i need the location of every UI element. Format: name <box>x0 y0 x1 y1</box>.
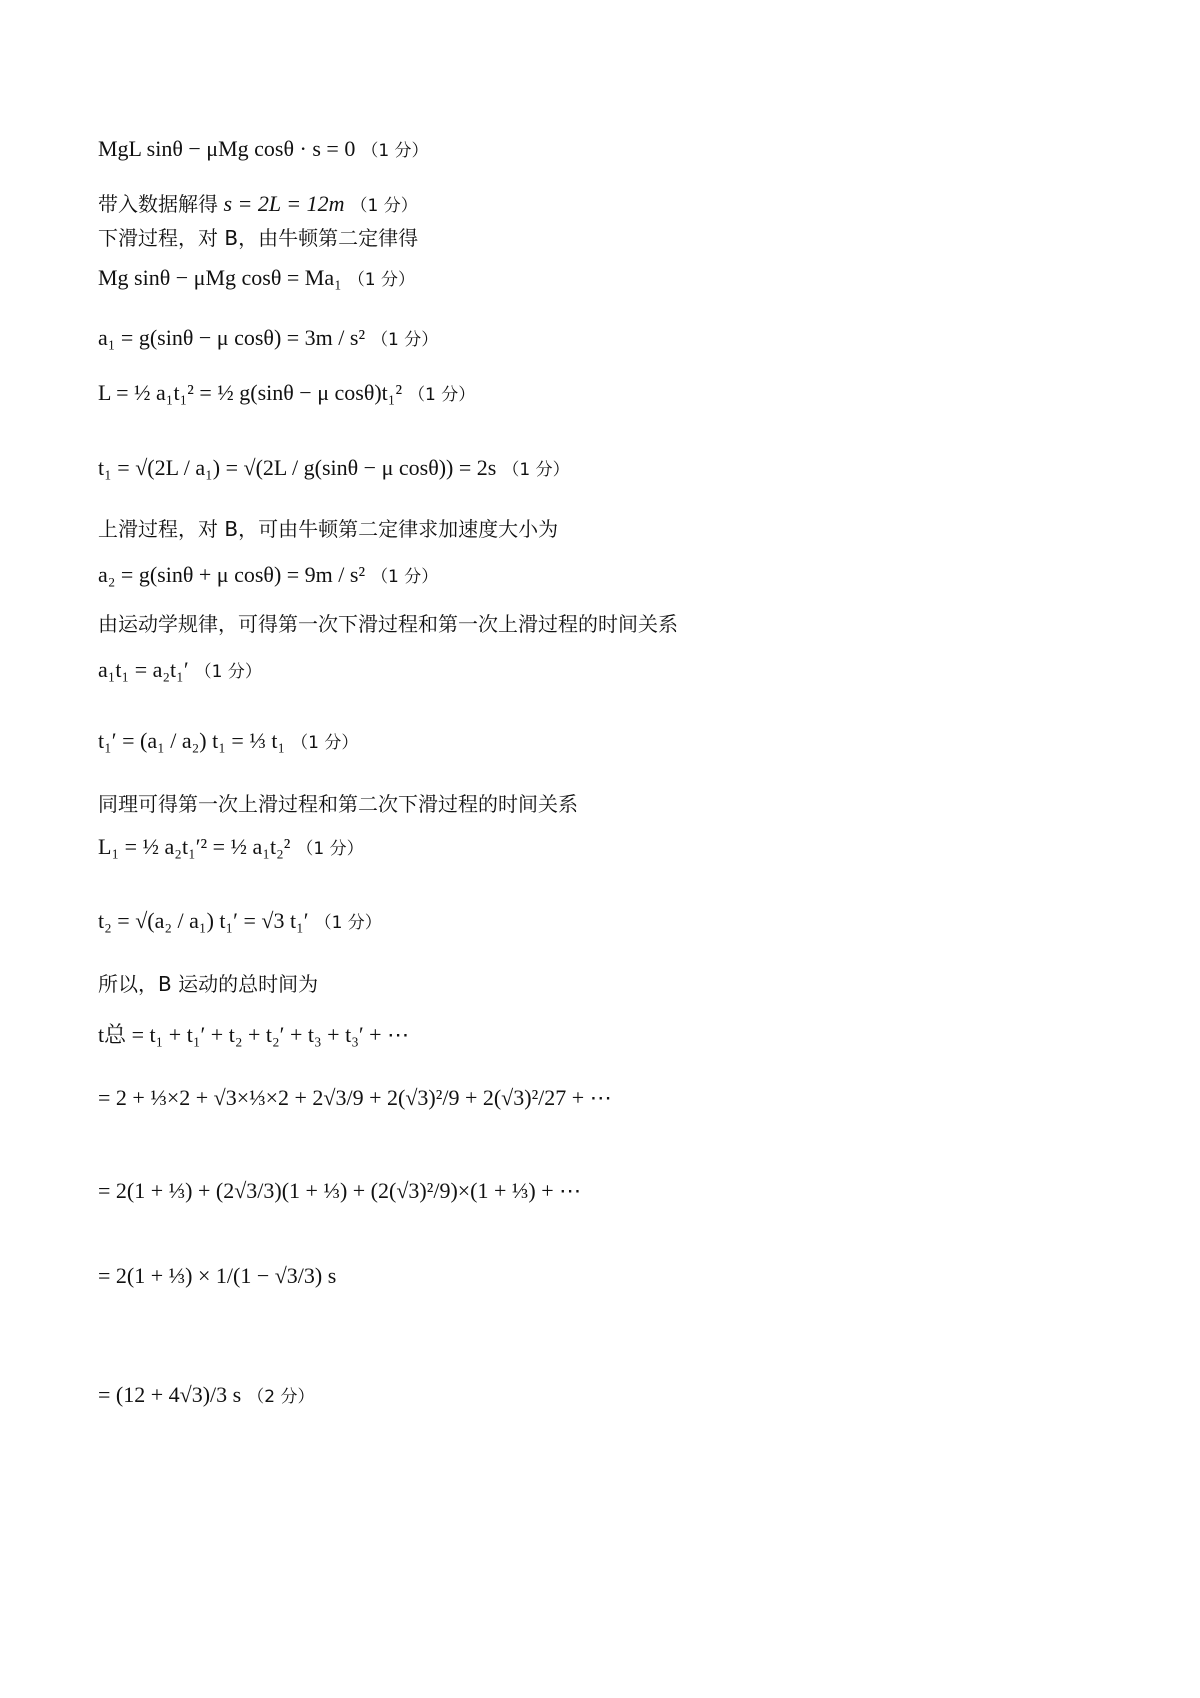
line-math: Mg sinθ − μMg cosθ = Ma₁ <box>98 265 342 290</box>
score: （1 分） <box>371 567 439 587</box>
line-math: = (12 + 4√3)/3 s <box>98 1382 242 1407</box>
line-math: = 2(1 + ⅓) × 1/(1 − √3/3) s <box>98 1263 337 1288</box>
eq-t2 <box>98 908 382 934</box>
score: （1 分） <box>502 460 570 480</box>
line-math: a₂ = g(sinθ + μ cosθ) = 9m / s² <box>98 562 366 587</box>
eq-t1 <box>98 455 570 481</box>
eq-energy <box>98 136 429 162</box>
line-math: = 2(1 + ⅓) + (2√3/3)(1 + ⅓) + (2(√3)²/9)×(1 + ⅓) + ⋯ <box>98 1178 582 1203</box>
score: （1 分） <box>314 913 382 933</box>
eq-L1 <box>98 834 364 860</box>
eq-result <box>98 1382 314 1408</box>
eq-distance <box>98 188 418 217</box>
eq-series-1 <box>98 1085 612 1111</box>
text-similarly: 同理可得第一次上滑过程和第二次下滑过程的时间关系 <box>98 792 578 816</box>
eq-a1 <box>98 325 438 351</box>
eq-newton-down <box>98 265 415 291</box>
text-downslide: 下滑过程，对 B，由牛顿第二定律得 <box>98 226 419 250</box>
eq-L <box>98 380 475 406</box>
text-total: 所以，B 运动的总时间为 <box>98 972 319 996</box>
score: （1 分） <box>296 839 364 859</box>
eq-t1prime <box>98 728 358 754</box>
score: （1 分） <box>408 385 476 405</box>
eq-a1t1 <box>98 657 262 683</box>
line-math: t₁′ = (a₁ / a₂) t₁ = ⅓ t₁ <box>98 728 286 753</box>
line-math: L₁ = ½ a₂t₁′² = ½ a₁t₂² <box>98 834 291 859</box>
eq-series-sum <box>98 1263 336 1289</box>
text-kinematics: 由运动学规律，可得第一次下滑过程和第一次上滑过程的时间关系 <box>98 612 678 636</box>
line-math: MgL sinθ − μMg cosθ · s = 0 <box>98 136 356 161</box>
line-math: s = 2L = 12m <box>223 191 345 216</box>
line-math: t总 = t₁ + t₁′ + t₂ + t₂′ + t₃ + t₃′ + ⋯ <box>98 1022 410 1047</box>
score: （2 分） <box>247 1387 315 1407</box>
line-math: a₁t₁ = a₂t₁′ <box>98 657 189 682</box>
eq-ttotal <box>98 1018 409 1049</box>
score: （1 分） <box>361 141 429 161</box>
eq-series-2 <box>98 1178 581 1204</box>
score: （1 分） <box>347 270 416 290</box>
line-math: t₂ = √(a₂ / a₁) t₁′ = √3 t₁′ <box>98 908 309 933</box>
score: （1 分） <box>291 733 359 753</box>
score: （1 分） <box>194 662 262 682</box>
eq-a2 <box>98 562 438 588</box>
line-math: t₁ = √(2L / a₁) = √(2L / g(sinθ − μ cosθ)) = 2s <box>98 455 497 480</box>
line-text: 带入数据解得 <box>98 192 218 216</box>
text-upslide: 上滑过程，对 B，可由牛顿第二定律求加速度大小为 <box>98 517 559 541</box>
line-math: a₁ = g(sinθ − μ cosθ) = 3m / s² <box>98 325 366 350</box>
line-math: L = ½ a₁t₁² = ½ g(sinθ − μ cosθ)t₁² <box>98 380 403 405</box>
score: （1 分） <box>350 196 418 216</box>
score: （1 分） <box>371 330 439 350</box>
line-math: = 2 + ⅓×2 + √3×⅓×2 + 2√3/9 + 2(√3)²/9 + 2(√3)²/27 + ⋯ <box>98 1085 612 1110</box>
